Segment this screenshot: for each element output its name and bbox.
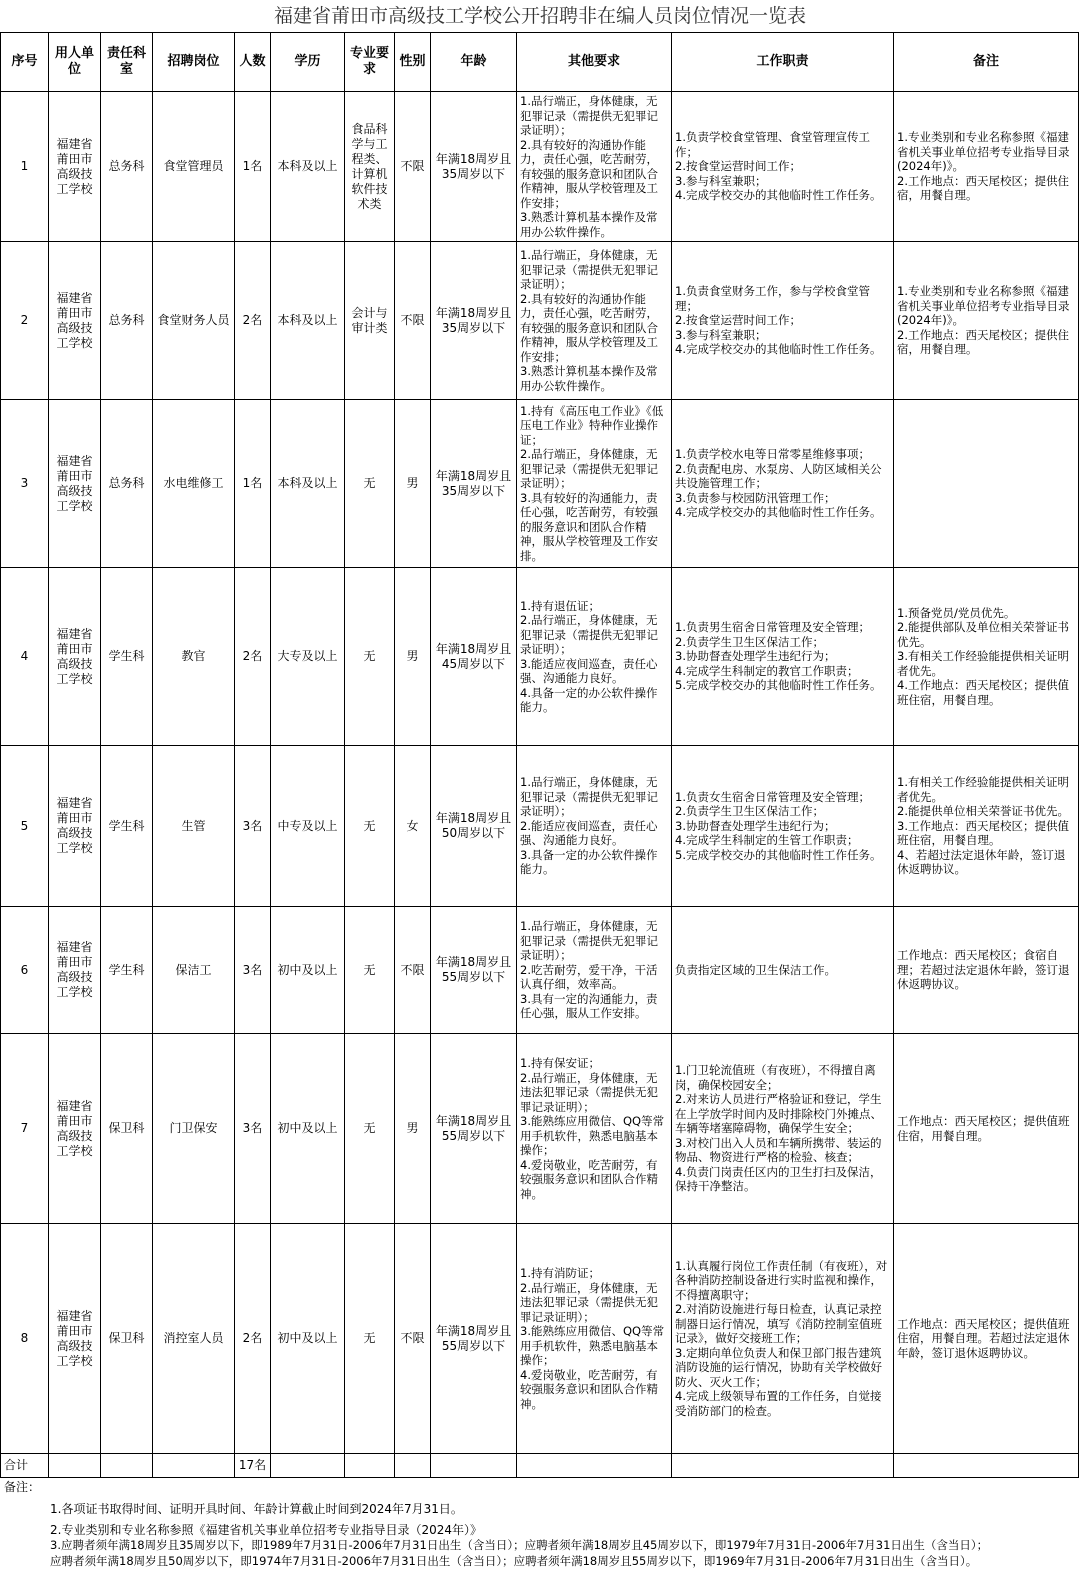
position-cell: 教官 <box>153 568 235 746</box>
other-requirements-cell: 1.品行端正，身体健康，无犯罪记录（需提供无犯罪记录证明）； 2.吃苦耐劳，爱干净，干活认真仔细，效率高。 3.具有一定的沟通能力，责任心强，服从工作安排。 <box>517 907 672 1034</box>
department-cell: 总务科 <box>101 92 153 242</box>
education-cell: 本科及以上 <box>271 400 345 568</box>
recruitment-table <box>0 32 1079 1478</box>
job-duties-cell: 1.认真履行岗位工作责任制（有夜班），对各种消防控制设备进行实时监视和操作，不得擅离职守； 2.对消防设施进行每日检查，认真记录控制器日运行情况，填写《消防控制室值班记录》，做好交接班工作； 3.定期向单位负责人和保卫部门报告建筑消防设施的运行情况，协助有关学校做好防火、灭火工作； 4.完成上级领导布置的工作任务，自觉接受消防部门的检查。 <box>672 1224 894 1454</box>
age-requirement-cell: 年满18周岁且55周岁以下 <box>431 907 517 1034</box>
department-cell: 保卫科 <box>101 1224 153 1454</box>
table-row <box>1 1034 1079 1224</box>
job-duties-cell: 1.负责男生宿舍日常管理及安全管理； 2.负责学生卫生区保洁工作； 3.协助督查处理学生违纪行为； 4.完成学生科制定的教官工作职责； 5.完成学校交办的其他临时性工作任务。 <box>672 568 894 746</box>
header-cell: 序号 <box>1 33 49 92</box>
note-line: 3.应聘者须年满18周岁且35周岁以下，即1989年7月31日-2006年7月31日出生（含当日）；应聘者须年满18周岁且45周岁以下，即1979年7月31日-2006年7月31日出生（含当日）； <box>50 1538 989 1552</box>
job-duties-cell: 1.负责食堂财务工作，参与学校食堂管理； 2.按食堂运营时间工作； 3.参与科室兼职； 4.完成学校交办的其他临时性工作任务。 <box>672 242 894 400</box>
employer-unit-cell: 福建省莆田市高级技工学校 <box>49 242 101 400</box>
position-cell: 门卫保安 <box>153 1034 235 1224</box>
department-cell: 学生科 <box>101 907 153 1034</box>
table-row <box>1 242 1079 400</box>
position-cell: 食堂财务人员 <box>153 242 235 400</box>
empty-cell <box>672 1454 894 1478</box>
table-body <box>1 92 1079 1478</box>
major-requirement-cell: 无 <box>345 1034 395 1224</box>
gender-cell: 女 <box>395 746 431 907</box>
remarks-cell: 1.专业类别和专业名称参照《福建省机关事业单位招考专业指导目录(2024年)》。 2.工作地点：西天尾校区；提供住宿，用餐自理。 <box>894 242 1079 400</box>
department-cell: 学生科 <box>101 746 153 907</box>
department-cell: 保卫科 <box>101 1034 153 1224</box>
note-line: 1.各项证书取得时间、证明开具时间、年龄计算截止时间到2024年7月31日。 <box>50 1502 463 1516</box>
education-cell: 初中及以上 <box>271 1034 345 1224</box>
major-requirement-cell: 无 <box>345 400 395 568</box>
age-requirement-cell: 年满18周岁且35周岁以下 <box>431 92 517 242</box>
header-cell: 招聘岗位 <box>153 33 235 92</box>
employer-unit-cell: 福建省莆田市高级技工学校 <box>49 907 101 1034</box>
headcount-cell: 1名 <box>235 400 271 568</box>
position-cell: 水电维修工 <box>153 400 235 568</box>
major-requirement-cell: 会计与审计类 <box>345 242 395 400</box>
row-number-cell: 8 <box>1 1224 49 1454</box>
other-requirements-cell: 1.品行端正，身体健康，无犯罪记录（需提供无犯罪记录证明）； 2.具有较好的沟通协作能力，责任心强，吃苦耐劳，有较强的服务意识和团队合作精神，服从学校管理及工作安排； 3.熟悉计算机基本操作及常用办公软件操作。 <box>517 242 672 400</box>
total-label: 合计 <box>1 1454 49 1478</box>
table-row <box>1 1224 1079 1454</box>
age-requirement-cell: 年满18周岁且35周岁以下 <box>431 242 517 400</box>
header-row <box>1 33 1079 92</box>
age-requirement-cell: 年满18周岁且45周岁以下 <box>431 568 517 746</box>
header-cell: 用人单位 <box>49 33 101 92</box>
other-requirements-cell: 1.品行端正，身体健康，无犯罪记录（需提供无犯罪记录证明）； 2.能适应夜间巡查，责任心强、沟通能力良好。 3.具备一定的办公软件操作能力。 <box>517 746 672 907</box>
empty-cell <box>517 1454 672 1478</box>
remarks-cell: 1.预备党员/党员优先。 2.能提供部队及单位相关荣誉证书优先。 3.有相关工作经验能提供相关证明者优先。 4.工作地点：西天尾校区；提供值班住宿，用餐自理。 <box>894 568 1079 746</box>
education-cell: 初中及以上 <box>271 1224 345 1454</box>
header-cell: 其他要求 <box>517 33 672 92</box>
other-requirements-cell: 1.持有保安证； 2.品行端正，身体健康，无违法犯罪记录（需提供无犯罪记录证明）； 3.能熟练应用微信、QQ等常用手机软件，熟悉电脑基本操作； 4.爱岗敬业，吃苦耐劳，有较强服务意识和团队合作精神。 <box>517 1034 672 1224</box>
empty-cell <box>271 1454 345 1478</box>
remarks-cell <box>894 400 1079 568</box>
employer-unit-cell: 福建省莆田市高级技工学校 <box>49 400 101 568</box>
row-number-cell: 2 <box>1 242 49 400</box>
age-requirement-cell: 年满18周岁且55周岁以下 <box>431 1034 517 1224</box>
remarks-cell: 1.专业类别和专业名称参照《福建省机关事业单位招考专业指导目录(2024年)》。 2.工作地点：西天尾校区；提供住宿，用餐自理。 <box>894 92 1079 242</box>
header-cell: 学历 <box>271 33 345 92</box>
empty-cell <box>153 1454 235 1478</box>
major-requirement-cell: 无 <box>345 1224 395 1454</box>
note-line: 2.专业类别和专业名称参照《福建省机关事业单位招考专业指导目录（2024年）》 <box>50 1523 482 1537</box>
gender-cell: 男 <box>395 400 431 568</box>
table-row <box>1 746 1079 907</box>
employer-unit-cell: 福建省莆田市高级技工学校 <box>49 1224 101 1454</box>
remarks-cell: 工作地点：西天尾校区；食宿自理；若超过法定退休年龄，签订退休返聘协议。 <box>894 907 1079 1034</box>
header-cell: 性别 <box>395 33 431 92</box>
empty-cell <box>395 1454 431 1478</box>
position-cell: 食堂管理员 <box>153 92 235 242</box>
empty-cell <box>101 1454 153 1478</box>
education-cell: 本科及以上 <box>271 242 345 400</box>
age-requirement-cell: 年满18周岁且35周岁以下 <box>431 400 517 568</box>
header-cell: 备注 <box>894 33 1079 92</box>
job-duties-cell: 负责指定区域的卫生保洁工作。 <box>672 907 894 1034</box>
remarks-cell: 工作地点：西天尾校区；提供值班住宿，用餐自理。 <box>894 1034 1079 1224</box>
other-requirements-cell: 1.持有消防证； 2.品行端正，身体健康，无违法犯罪记录（需提供无犯罪记录证明）； 3.能熟练应用微信、QQ等常用手机软件，熟悉电脑基本操作； 4.爱岗敬业，吃苦耐劳，有较强服务意识和团队合作精神。 <box>517 1224 672 1454</box>
headcount-cell: 3名 <box>235 907 271 1034</box>
education-cell: 本科及以上 <box>271 92 345 242</box>
education-cell: 中专及以上 <box>271 746 345 907</box>
gender-cell: 男 <box>395 568 431 746</box>
major-requirement-cell: 食品科学与工程类、计算机软件技术类 <box>345 92 395 242</box>
gender-cell: 不限 <box>395 92 431 242</box>
gender-cell: 不限 <box>395 907 431 1034</box>
age-requirement-cell: 年满18周岁且50周岁以下 <box>431 746 517 907</box>
department-cell: 学生科 <box>101 568 153 746</box>
headcount-cell: 3名 <box>235 1034 271 1224</box>
position-cell: 消控室人员 <box>153 1224 235 1454</box>
table-row <box>1 568 1079 746</box>
major-requirement-cell: 无 <box>345 907 395 1034</box>
department-cell: 总务科 <box>101 242 153 400</box>
table-row <box>1 92 1079 242</box>
header-cell: 专业要求 <box>345 33 395 92</box>
table-row <box>1 400 1079 568</box>
row-number-cell: 7 <box>1 1034 49 1224</box>
position-cell: 生管 <box>153 746 235 907</box>
empty-cell <box>894 1454 1079 1478</box>
major-requirement-cell: 无 <box>345 568 395 746</box>
empty-cell <box>431 1454 517 1478</box>
other-requirements-cell: 1.持有《高压电工作业》《低压电工作业》特种作业操作证； 2.品行端正，身体健康，无犯罪记录（需提供无犯罪记录证明）； 3.具有较好的沟通能力，责任心强，吃苦耐劳，有较强的服务意识和团队合作精神，服从学校管理及工作安排。 <box>517 400 672 568</box>
headcount-cell: 2名 <box>235 1224 271 1454</box>
other-requirements-cell: 1.持有退伍证； 2.品行端正，身体健康，无犯罪记录（需提供无犯罪记录证明）； 3.能适应夜间巡查，责任心强、沟通能力良好。 4.具备一定的办公软件操作能力。 <box>517 568 672 746</box>
employer-unit-cell: 福建省莆田市高级技工学校 <box>49 92 101 242</box>
education-cell: 大专及以上 <box>271 568 345 746</box>
empty-cell <box>49 1454 101 1478</box>
job-duties-cell: 1.负责学校食堂管理、食堂管理宣传工作； 2.按食堂运营时间工作； 3.参与科室兼职； 4.完成学校交办的其他临时性工作任务。 <box>672 92 894 242</box>
position-cell: 保洁工 <box>153 907 235 1034</box>
education-cell: 初中及以上 <box>271 907 345 1034</box>
gender-cell: 男 <box>395 1034 431 1224</box>
page-title: 福建省莆田市高级技工学校公开招聘非在编人员岗位情况一览表 <box>273 5 806 27</box>
department-cell: 总务科 <box>101 400 153 568</box>
table-row <box>1 907 1079 1034</box>
employer-unit-cell: 福建省莆田市高级技工学校 <box>49 1034 101 1224</box>
other-requirements-cell: 1.品行端正，身体健康，无犯罪记录（需提供无犯罪记录证明）； 2.具有较好的沟通协作能力，责任心强，吃苦耐劳，有较强的服务意识和团队合作精神，服从学校管理及工作安排； 3.熟悉计算机基本操作及常用办公软件操作。 <box>517 92 672 242</box>
notes-heading: 备注： <box>4 1480 41 1494</box>
employer-unit-cell: 福建省莆田市高级技工学校 <box>49 746 101 907</box>
total-count: 17名 <box>235 1454 271 1478</box>
note-line: 应聘者须年满18周岁且50周岁以下，即1974年7月31日-2006年7月31日出生（含当日）；应聘者须年满18周岁且55周岁以下，即1969年7月31日-2006年7月31日出生（含当日）。 <box>50 1554 978 1568</box>
gender-cell: 不限 <box>395 1224 431 1454</box>
age-requirement-cell: 年满18周岁且55周岁以下 <box>431 1224 517 1454</box>
row-number-cell: 1 <box>1 92 49 242</box>
headcount-cell: 1名 <box>235 92 271 242</box>
job-duties-cell: 1.门卫轮流值班（有夜班），不得擅自离岗，确保校园安全； 2.对来访人员进行严格验证和登记，学生在上学放学时间内及时排除校门外摊点、车辆等堵塞障碍物，确保学生安全； 3.对校门出入人员和车辆所携带、装运的物品、物资进行严格的检验、核查； 4.负责门岗责任区内的卫生打扫及保洁，保持干净整洁。 <box>672 1034 894 1224</box>
empty-cell <box>345 1454 395 1478</box>
header-cell: 年龄 <box>431 33 517 92</box>
header-cell: 人数 <box>235 33 271 92</box>
major-requirement-cell: 无 <box>345 746 395 907</box>
header-cell: 工作职责 <box>672 33 894 92</box>
job-duties-cell: 1.负责学校水电等日常零星维修事项； 2.负责配电房、水泵房、人防区域相关公共设施管理工作； 3.负责参与校园防汛管理工作； 4.完成学校交办的其他临时性工作任务。 <box>672 400 894 568</box>
gender-cell: 不限 <box>395 242 431 400</box>
headcount-cell: 2名 <box>235 568 271 746</box>
total-row <box>1 1454 1079 1478</box>
row-number-cell: 4 <box>1 568 49 746</box>
row-number-cell: 6 <box>1 907 49 1034</box>
row-number-cell: 3 <box>1 400 49 568</box>
headcount-cell: 2名 <box>235 242 271 400</box>
header-cell: 责任科室 <box>101 33 153 92</box>
employer-unit-cell: 福建省莆田市高级技工学校 <box>49 568 101 746</box>
job-duties-cell: 1.负责女生宿舍日常管理及安全管理； 2.负责学生卫生区保洁工作； 3.协助督查处理学生违纪行为； 4.完成学生科制定的生管工作职责； 5.完成学校交办的其他临时性工作任务。 <box>672 746 894 907</box>
row-number-cell: 5 <box>1 746 49 907</box>
remarks-cell: 1.有相关工作经验能提供相关证明者优先。 2.能提供单位相关荣誉证书优先。 3.工作地点：西天尾校区；提供值班住宿，用餐自理。 4、若超过法定退休年龄，签订退休返聘协议。 <box>894 746 1079 907</box>
headcount-cell: 3名 <box>235 746 271 907</box>
remarks-cell: 工作地点：西天尾校区；提供值班住宿，用餐自理。若超过法定退休年龄，签订退休返聘协议。 <box>894 1224 1079 1454</box>
